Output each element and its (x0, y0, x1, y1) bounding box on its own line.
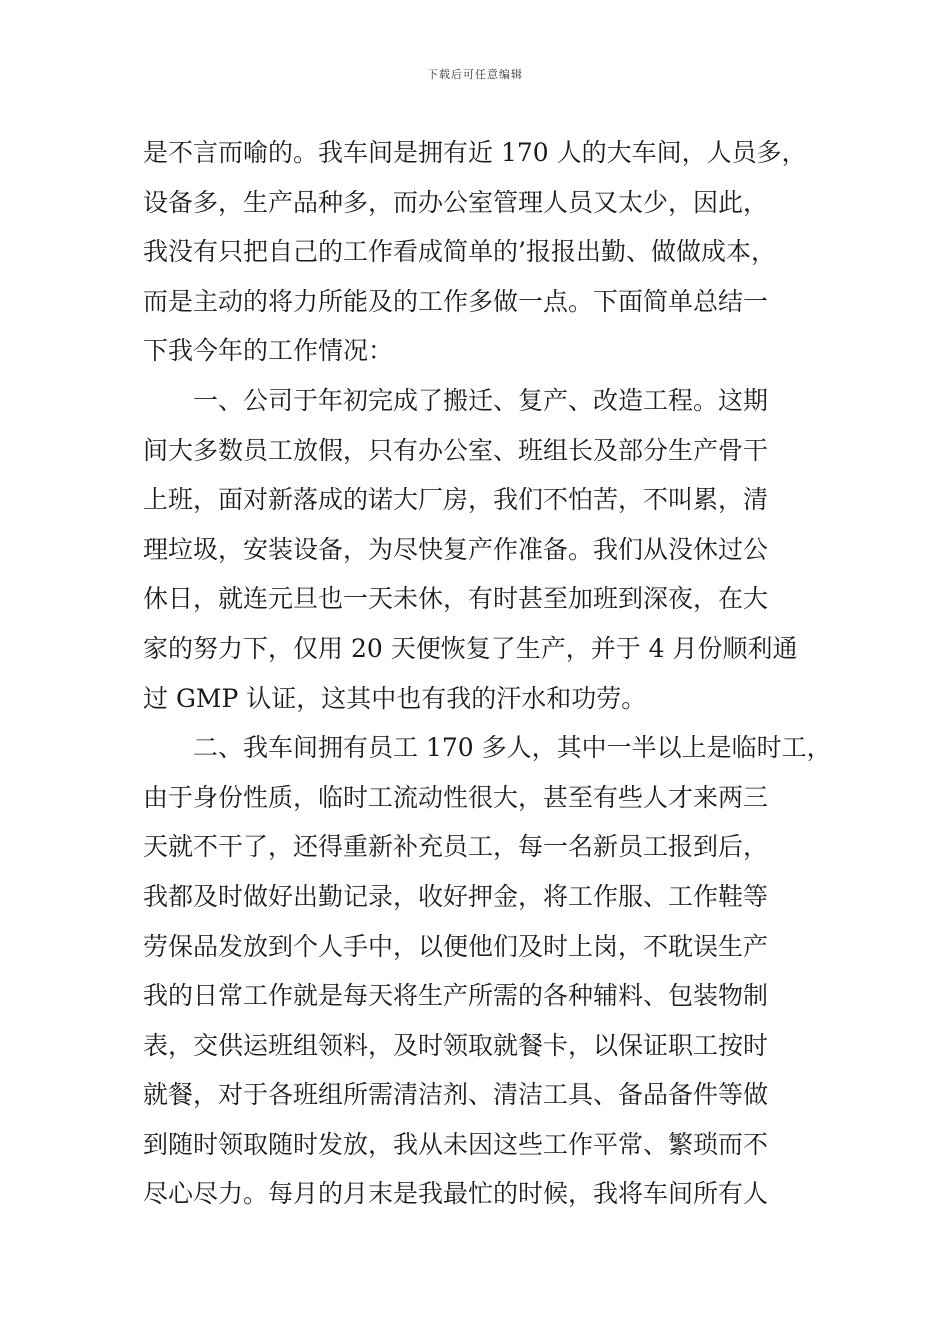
text-line: 天就不干了，还得重新补充员工，每一名新员工报到后， (143, 832, 769, 862)
text-line: 我没有只把自己的工作看成简单的’报报出勤、做做成本， (143, 237, 776, 267)
text-line: 下我今年的工作情况： (143, 336, 394, 366)
text-line: 休日，就连元旦也一天未休，有时甚至加班到深夜，在大 (143, 584, 769, 614)
text-line: 我的日常工作就是每天将生产所需的各种辅料、包装物制 (143, 981, 769, 1011)
text-line: 就餐，对于各班组所需清洁剂、清洁工具、备品备件等做 (143, 1080, 769, 1110)
text-line: 家的努力下，仅用 20 天便恢复了生产，并于 4 月份顺利通 (143, 633, 798, 663)
text-line: 过 GMP 认证，这其中也有我的汗水和功劳。 (143, 683, 647, 713)
text-line: 上班，面对新落成的诺大厂房，我们不怕苦，不叫累，清 (143, 485, 769, 515)
text-line: 表，交供运班组领料，及时领取就餐卡，以保证职工按时 (143, 1030, 769, 1060)
paragraph-start-line: 一、公司于年初完成了搬迁、复产、改造工程。这期 (193, 385, 769, 415)
text-line: 到随时领取随时发放，我从未因这些工作平常、繁琐而不 (143, 1129, 769, 1159)
text-line: 尽心尽力。每月的月末是我最忙的时候，我将车间所有人 (143, 1179, 769, 1209)
text-line: 由于身份性质，临时工流动性很大，甚至有些人才来两三 (143, 782, 769, 812)
text-line: 劳保品发放到个人手中，以便他们及时上岗，不耽误生产 (143, 931, 769, 961)
text-line: 我都及时做好出勤记录，收好押金，将工作服、工作鞋等 (143, 881, 769, 911)
text-line: 设备多，生产品种多，而办公室管理人员又太少，因此， (143, 187, 769, 217)
text-line: 间大多数员工放假，只有办公室、班组长及部分生产骨干 (143, 435, 769, 465)
text-line: 而是主动的将力所能及的工作多做一点。下面简单总结一 (143, 286, 769, 316)
text-line: 理垃圾，安装设备，为尽快复产作准备。我们从没休过公 (143, 534, 769, 564)
text-line: 是不言而喻的。我车间是拥有近 170 人的大车间，人员多， (143, 138, 807, 167)
paragraph-start-line: 二、我车间拥有员工 170 多人，其中一半以上是临时工， (193, 733, 832, 763)
document-body (143, 128, 832, 1219)
page-header: 下载后可任意编辑 (427, 68, 523, 81)
